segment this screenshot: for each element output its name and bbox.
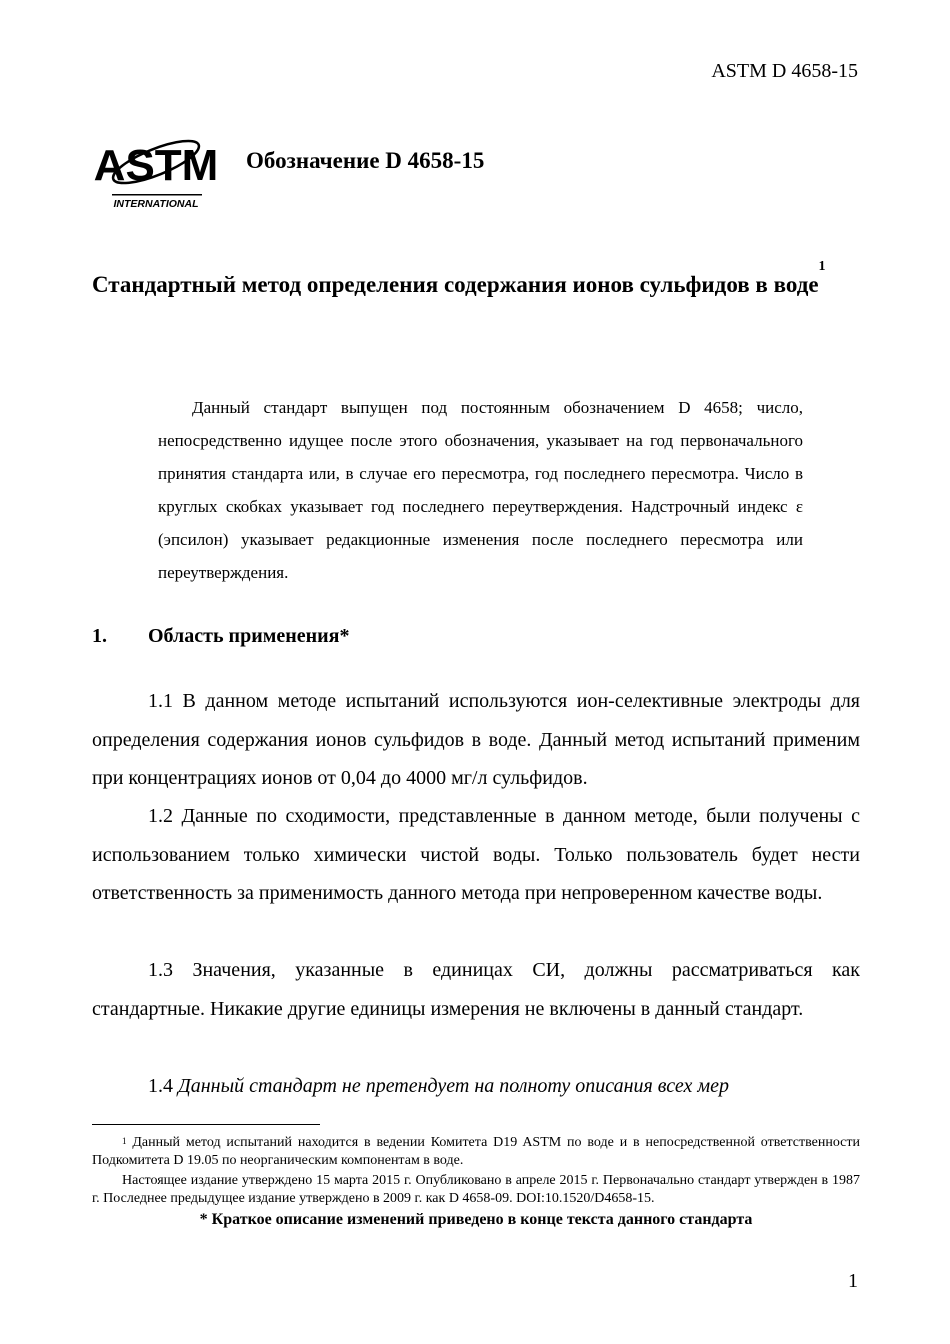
paragraph-1-4-text: Данный стандарт не претендует на полноту описания всех мер	[178, 1075, 729, 1097]
designation: Обозначение D 4658-15	[246, 148, 485, 173]
paragraph-1-1: 1.1 В данном методе испытаний используются ион-селективные электроды для определения содержания ионов сульфидов в воде. Данный метод испытаний применим при концентрациях ионов от 0,04 до 4000 мг/л сульфидов.	[92, 690, 860, 789]
logo-letters: ASTM	[93, 141, 219, 190]
changes-note: * Краткое описание изменений приведено в конце текста данного стандарта	[199, 1211, 753, 1228]
section-title: Область применения*	[148, 625, 350, 647]
paragraph-1-3: 1.3 Значения, указанные в единицах СИ, должны рассматриваться как стандартные. Никакие другие единицы измерения не включены в данный стандарт.	[92, 959, 860, 1020]
title-footnote-ref: 1	[818, 259, 826, 274]
footnote-divider	[92, 1124, 320, 1125]
footnote-1	[92, 1134, 860, 1170]
title-text: Стандартный метод определения содержания ионов сульфидов в воде	[92, 272, 819, 297]
paragraph-1-4	[92, 1067, 860, 1106]
document-code: ASTM D 4658-15	[711, 60, 858, 82]
section-heading	[92, 625, 350, 648]
astm-logo-mark	[93, 122, 219, 214]
footnote-1-mark: 1	[122, 1136, 127, 1146]
logo-caption: INTERNATIONAL	[113, 198, 199, 210]
paragraph-1-4-number: 1.4	[148, 1075, 173, 1097]
page-number: 1	[848, 1270, 858, 1292]
astm-logo	[93, 122, 219, 214]
footnote-1-text: Данный метод испытаний находится в ведении Комитета D19 ASTM по воде и в непосредственной ответственности Подкомитета D 19.05 по неорганическим компонентам в воде.	[92, 1135, 861, 1168]
footnote-edition: Настоящее издание утверждено 15 марта 2015 г. Опубликовано в апреле 2015 г. Первоначально стандарт утвержден в 1987 г. Последнее предыдущее издание утверждено в 2009 г. как D 4658-09. DOI:10.1520/D4658-15.	[92, 1173, 860, 1206]
designation-notice: Данный стандарт выпущен под постоянным обозначением D 4658; число, непосредственно идущее после этого обозначения, указывает на год первоначального принятия стандарта или, в случае его пересмотра, год последнего пересмотра. Число в круглых скобках указывает год последнего переутверждения. Надстрочный индекс ε (эпсилон) указывает редакционные изменения после последнего пересмотра или переутверждения.	[158, 398, 803, 582]
paragraph-1-2: 1.2 Данные по сходимости, представленные в данном методе, были получены с использованием только химически чистой воды. Только пользователь будет нести ответственность за применимость данного метода при непроверенном качестве воды.	[92, 805, 860, 904]
section-number: 1.	[92, 625, 107, 647]
document-title	[92, 259, 860, 308]
